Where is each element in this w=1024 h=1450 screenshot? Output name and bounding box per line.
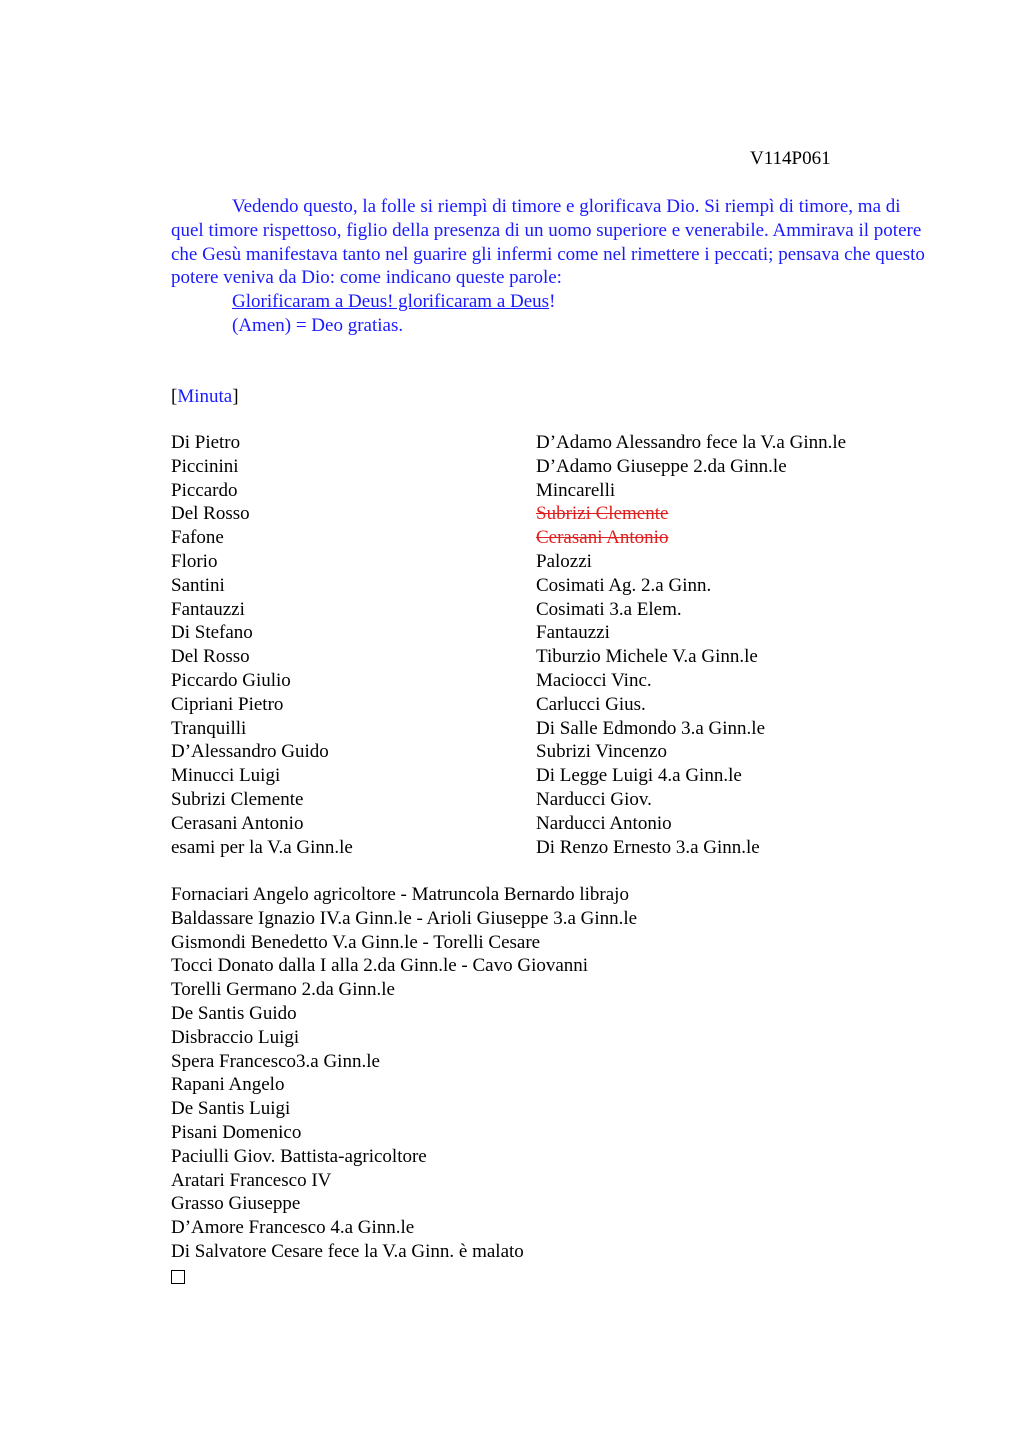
name-text: Carlucci Gius. <box>536 693 646 715</box>
list-item: Spera Francesco3.a Ginn.le <box>171 1050 380 1072</box>
right-column-name <box>536 574 931 598</box>
list-item: De Santis Guido <box>171 1002 297 1024</box>
right-column-name <box>536 812 931 836</box>
minuta-open-bracket: [ <box>171 386 178 407</box>
list-item: Gismondi Benedetto V.a Ginn.le - Torelli Cesare <box>171 931 541 953</box>
list-item: Baldassare Ignazio IV.a Ginn.le - Arioli Giuseppe 3.a Ginn.le <box>171 907 638 929</box>
left-column-name: Santini <box>171 574 225 596</box>
left-column-name: Tranquilli <box>171 717 247 739</box>
list-item: Fornaciari Angelo agricoltore - Matruncola Bernardo librajo <box>171 884 629 905</box>
list-item: Aratari Francesco IV <box>171 1169 332 1191</box>
left-column-name: esami per la V.a Ginn.le <box>171 836 353 858</box>
quote-line <box>171 290 931 314</box>
right-column-name <box>536 502 931 526</box>
struck-name: Subrizi Clemente <box>536 503 669 525</box>
right-column-name <box>536 836 931 860</box>
list-item: Pisani Domenico <box>171 1121 302 1143</box>
name-text: Cosimati 3.a Elem. <box>536 598 682 620</box>
names-two-columns <box>171 431 931 859</box>
name-text: Maciocci Vinc. <box>536 669 652 691</box>
name-text: Di Legge Luigi 4.a Ginn.le <box>536 765 742 787</box>
minuta-close-bracket: ] <box>232 386 239 407</box>
left-column-name: Del Rosso <box>171 503 250 525</box>
name-text: Cosimati Ag. 2.a Ginn. <box>536 574 712 596</box>
name-text: Di Renzo Ernesto 3.a Ginn.le <box>536 836 760 858</box>
left-column-name: Del Rosso <box>171 646 250 668</box>
left-column-name: Cipriani Pietro <box>171 693 284 715</box>
right-column-name <box>536 550 931 574</box>
left-column-name: Piccardo <box>171 479 238 501</box>
name-text: Narducci Giov. <box>536 788 652 810</box>
left-column-name: Subrizi Clemente <box>171 788 304 810</box>
list-item: De Santis Luigi <box>171 1098 291 1120</box>
list-item: Torelli Germano 2.da Ginn.le <box>171 979 395 1001</box>
list-item: Paciulli Giov. Battista-agricoltore <box>171 1145 427 1167</box>
right-column-name <box>536 479 931 503</box>
left-column-name: Di Pietro <box>171 432 241 453</box>
left-column-name: Di Stefano <box>171 622 253 644</box>
name-text: D’Adamo Alessandro fece la V.a Ginn.le <box>536 432 847 453</box>
right-column-name <box>536 621 931 645</box>
right-column-name <box>536 455 931 479</box>
left-column-name: Fafone <box>171 527 224 549</box>
right-column-name <box>536 788 931 812</box>
checkbox-icon <box>171 1270 185 1284</box>
name-text: Di Salle Edmondo 3.a Ginn.le <box>536 717 766 739</box>
right-column-name <box>536 526 931 550</box>
page-reference: V114P061 <box>750 148 831 169</box>
list-item: Grasso Giuseppe <box>171 1193 301 1215</box>
minuta-heading <box>171 385 239 409</box>
right-column <box>536 431 931 859</box>
name-text: Narducci Antonio <box>536 812 672 834</box>
struck-name: Cerasani Antonio <box>536 527 669 549</box>
list-item: Rapani Angelo <box>171 1074 285 1096</box>
left-column-name: D’Alessandro Guido <box>171 741 329 763</box>
quote-underlined: Glorificaram a Deus! glorificaram a Deus <box>232 291 550 313</box>
left-column-name: Florio <box>171 550 218 572</box>
left-column <box>171 431 536 859</box>
list-item: Disbraccio Luigi <box>171 1026 300 1048</box>
right-column-name <box>536 764 931 788</box>
left-column-name: Piccardo Giulio <box>171 669 291 691</box>
minuta-label: Minuta <box>177 386 233 407</box>
left-column-name: Minucci Luigi <box>171 765 281 787</box>
right-column-name <box>536 431 931 455</box>
right-column-name <box>536 669 931 693</box>
right-column-name <box>536 693 931 717</box>
name-text: Fantauzzi <box>536 622 610 644</box>
list-item: Di Salvatore Cesare fece la V.a Ginn. è malato <box>171 1240 524 1262</box>
list-item: D’Amore Francesco 4.a Ginn.le <box>171 1217 415 1239</box>
paragraph-text: Vedendo questo, la folle si riempì di timore e glorificava Dio. Si riempì di timore, ma di quel timore rispettoso, figlio della presenza di un uomo superiore e venerabile. Ammirava il potere che Gesù manifestava tanto nel guarire gli infermi come nel rimettere i peccati; pensava che questo potere veniva da Dio: come indicano queste parole: <box>171 196 925 289</box>
quote-tail: ! <box>549 291 556 313</box>
left-column-name: Fantauzzi <box>171 598 245 620</box>
right-column-name <box>536 717 931 741</box>
amen-line: (Amen) = Deo gratias. <box>232 314 404 336</box>
blue-paragraph <box>171 195 931 338</box>
right-column-name <box>536 645 931 669</box>
name-text: Palozzi <box>536 550 592 572</box>
name-text: Subrizi Vincenzo <box>536 741 667 763</box>
left-column-name: Cerasani Antonio <box>171 812 304 834</box>
name-text: Tiburzio Michele V.a Ginn.le <box>536 646 758 668</box>
right-column-name <box>536 598 931 622</box>
name-text: Mincarelli <box>536 479 616 501</box>
left-column-name: Piccinini <box>171 455 239 477</box>
right-column-name <box>536 740 931 764</box>
name-text: D’Adamo Giuseppe 2.da Ginn.le <box>536 455 787 477</box>
bottom-names-list <box>171 883 931 1290</box>
list-item: Tocci Donato dalla I alla 2.da Ginn.le - Cavo Giovanni <box>171 955 589 977</box>
